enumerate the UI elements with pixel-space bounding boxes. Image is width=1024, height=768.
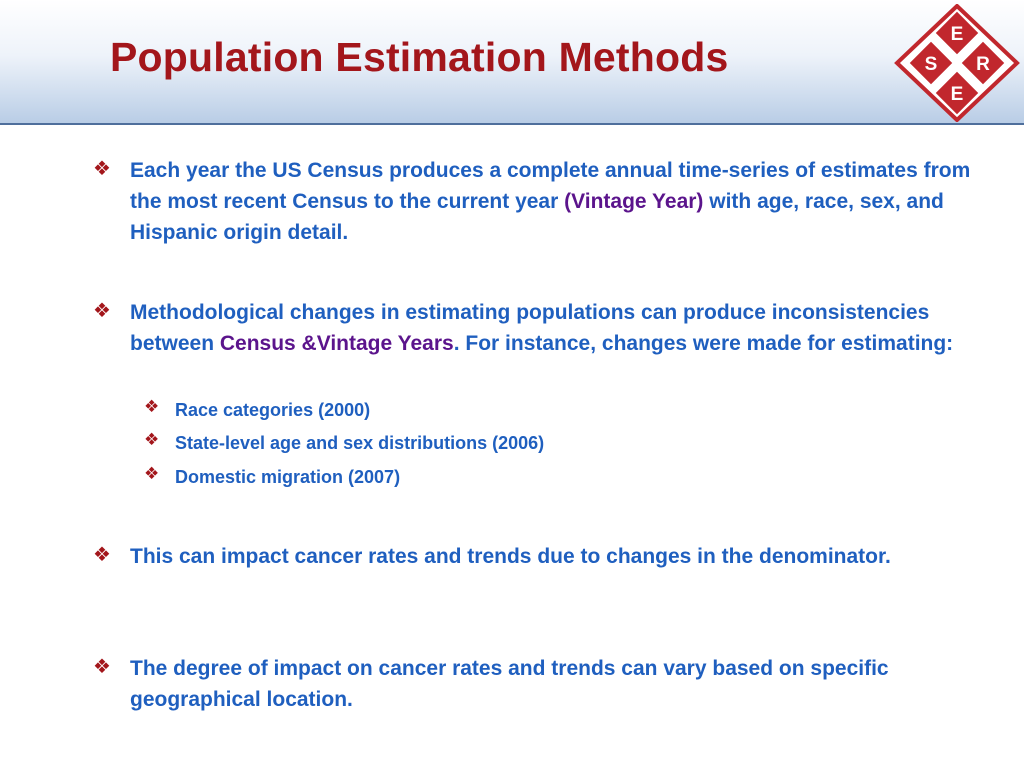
bullet-text: The degree of impact on cancer rates and trends can vary based on specific geographical location. (130, 657, 889, 711)
slide-title: Population Estimation Methods (110, 34, 729, 80)
sub-bullet-text: Domestic migration (2007) (175, 467, 401, 487)
header-divider (0, 123, 1024, 125)
bullet-item-cancer-rates-impact (93, 541, 980, 572)
esre-logo (894, 4, 1020, 122)
sub-bullet-item (144, 396, 935, 424)
sub-bullet-item (144, 463, 935, 491)
diamond-bullet-icon: ❖ (144, 464, 160, 483)
diamond-bullet-icon: ❖ (93, 544, 111, 566)
bullet-highlight: Census &Vintage Years (219, 332, 454, 355)
logo-letter-right: R (976, 54, 990, 75)
diamond-bullet-icon: ❖ (93, 656, 111, 678)
diamond-bullet-icon: ❖ (144, 397, 160, 416)
sub-bullet-item (144, 429, 935, 457)
logo-letter-left: S (924, 54, 938, 75)
bullet-highlight: (Vintage Year) (564, 190, 704, 213)
bullet-text: This can impact cancer rates and trends due to changes in the denominator. (130, 545, 891, 568)
logo-letter-top: E (950, 24, 964, 45)
diamond-bullet-icon: ❖ (93, 300, 111, 322)
diamond-bullet-icon: ❖ (93, 158, 111, 180)
sub-bullet-text: State-level age and sex distributions (2006) (175, 433, 545, 453)
sub-bullet-text: Race categories (2000) (175, 400, 371, 420)
bullet-text: Methodological changes in estimating populations can produce inconsistencies between Census &Vintage Years. For instance, changes were made for estimating: (130, 301, 954, 355)
bullet-item-geographic-variation (93, 653, 980, 715)
bullet-item-annual-estimates (93, 155, 980, 248)
bullet-text: Each year the US Census produces a complete annual time-series of estimates from the most recent Census to the current year (Vintage Year) with age, race, sex, and Hispanic origin detail. (130, 159, 971, 244)
diamond-bullet-icon: ❖ (144, 430, 160, 449)
logo-letter-bottom: E (950, 84, 964, 105)
bullet-item-methodological-changes (93, 297, 980, 359)
